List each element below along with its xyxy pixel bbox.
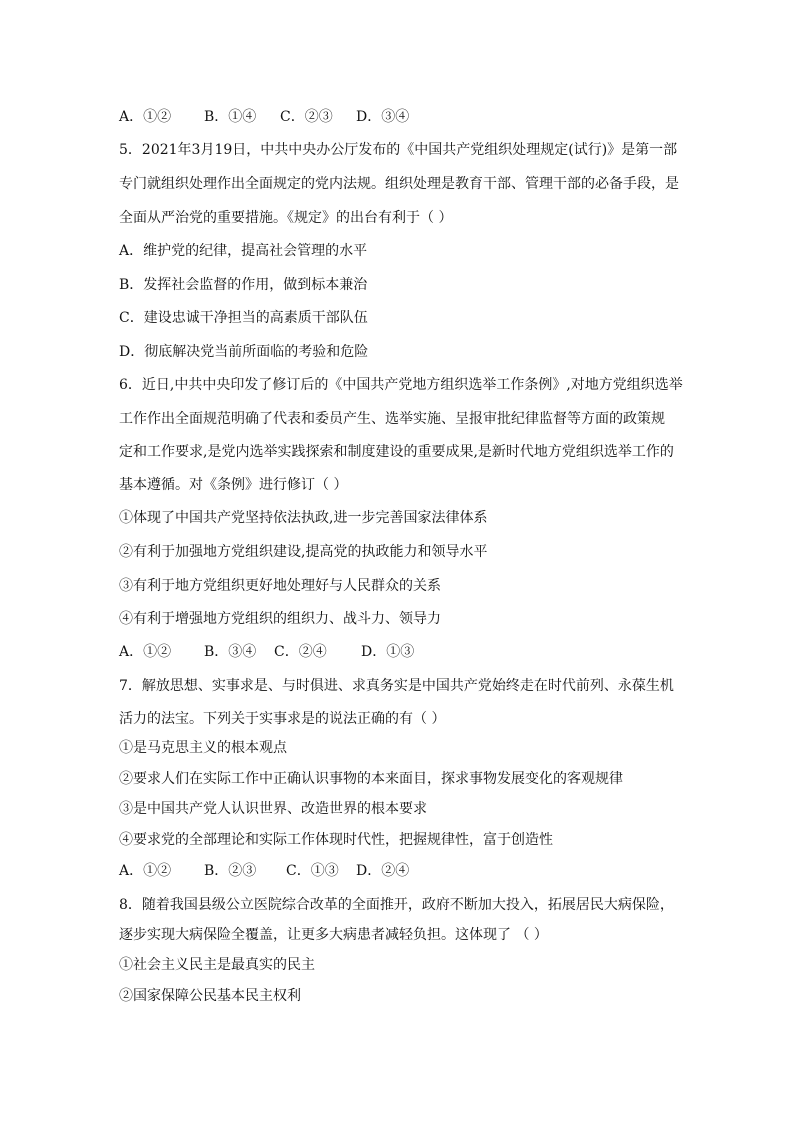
q6-stem-line-1: 6．近日,中共中央印发了修订后的《中国共产党地方组织选举工作条例》,对地方党组织选举 — [119, 377, 683, 393]
q7-stem-line-1: 7．解放思想、实事求是、与时俱进、求真务实是中国共产党始终走在时代前列、永葆生机 — [119, 678, 674, 694]
q7-choice-c: C．①③ — [286, 863, 339, 879]
choice-b: B．①④ — [204, 109, 257, 125]
q6-choice-a: A．①② — [119, 644, 172, 660]
q8-statement-2: ②国家保障公民基本民主权利 — [119, 988, 301, 1004]
q6-stem-line-3: 定和工作要求,是党内选举实践探索和制度建设的重要成果,是新时代地方党组织选举工作的 — [119, 444, 674, 460]
q6-choice-d: D．①③ — [361, 644, 415, 660]
q7-choice-a: A．①② — [119, 863, 172, 879]
q6-choices-row — [119, 643, 414, 661]
q6-statement-4: ④有利于增强地方党组织的组织力、战斗力、领导力 — [119, 611, 441, 627]
q6-choice-b: B．③④ — [204, 644, 257, 660]
q7-statement-3: ③是中国共产党人认识世界、改造世界的根本要求 — [119, 801, 427, 817]
q7-choice-b: B．②③ — [204, 863, 257, 879]
choices-row-prev-question — [119, 108, 409, 126]
q7-statement-4: ④要求党的全部理论和实际工作体现时代性，把握规律性，富于创造性 — [119, 832, 553, 848]
q5-stem-line-1: 5．2021年3月19日，中共中央办公厅发布的《中国共产党组织处理规定(试行)》是第一部 — [119, 142, 678, 158]
q7-statement-2: ②要求人们在实际工作中正确认识事物的本来面目，探求事物发展变化的客观规律 — [119, 771, 623, 787]
q5-option-b: B．发挥社会监督的作用，做到标本兼治 — [119, 277, 368, 293]
q8-statement-1: ①社会主义民主是最真实的民主 — [119, 957, 315, 973]
choice-d: D．③④ — [356, 109, 410, 125]
q5-stem-line-3: 全面从严治党的重要措施。《规定》的出台有利于（ ） — [119, 210, 453, 226]
q5-option-a: A．维护党的纪律，提高社会管理的水平 — [119, 243, 368, 259]
q8-stem-line-2: 逐步实现大病保险全覆盖，让更多大病患者减轻负担。这体现了 （ ） — [119, 927, 548, 943]
q6-stem-line-2: 工作作出全面规范明确了代表和委员产生、选举实施、呈报审批纪律监督等方面的政策规 — [119, 411, 665, 427]
q6-choice-c: C．②④ — [274, 644, 327, 660]
q7-statement-1: ①是马克思主义的根本观点 — [119, 740, 287, 756]
q7-stem-line-2: 活力的法宝。下列关于实事求是的说法正确的有（ ） — [119, 711, 446, 727]
q5-option-d: D．彻底解决党当前所面临的考验和危险 — [119, 344, 369, 360]
q8-stem-line-1: 8．随着我国县级公立医院综合改革的全面推开，政府不断加大投入，拓展居民大病保险， — [119, 897, 674, 913]
q7-choices-row — [119, 862, 409, 880]
q5-option-c: C．建设忠诚干净担当的高素质干部队伍 — [119, 310, 368, 326]
choice-c: C．②③ — [280, 109, 333, 125]
q6-stem-line-4: 基本遵循。对《条例》进行修订（ ） — [119, 477, 348, 493]
choice-a: A．①② — [119, 109, 172, 125]
q6-statement-1: ①体现了中国共产党坚持依法执政,进一步完善国家法律体系 — [119, 510, 488, 526]
q6-statement-3: ③有利于地方党组织更好地处理好与人民群众的关系 — [119, 578, 441, 594]
q5-stem-line-2: 专门就组织处理作出全面规定的党内法规。组织处理是教育干部、管理干部的必备手段，是 — [119, 176, 679, 192]
q6-statement-2: ②有利于加强地方党组织建设,提高党的执政能力和领导水平 — [119, 544, 488, 560]
q7-choice-d: D．②④ — [356, 863, 410, 879]
